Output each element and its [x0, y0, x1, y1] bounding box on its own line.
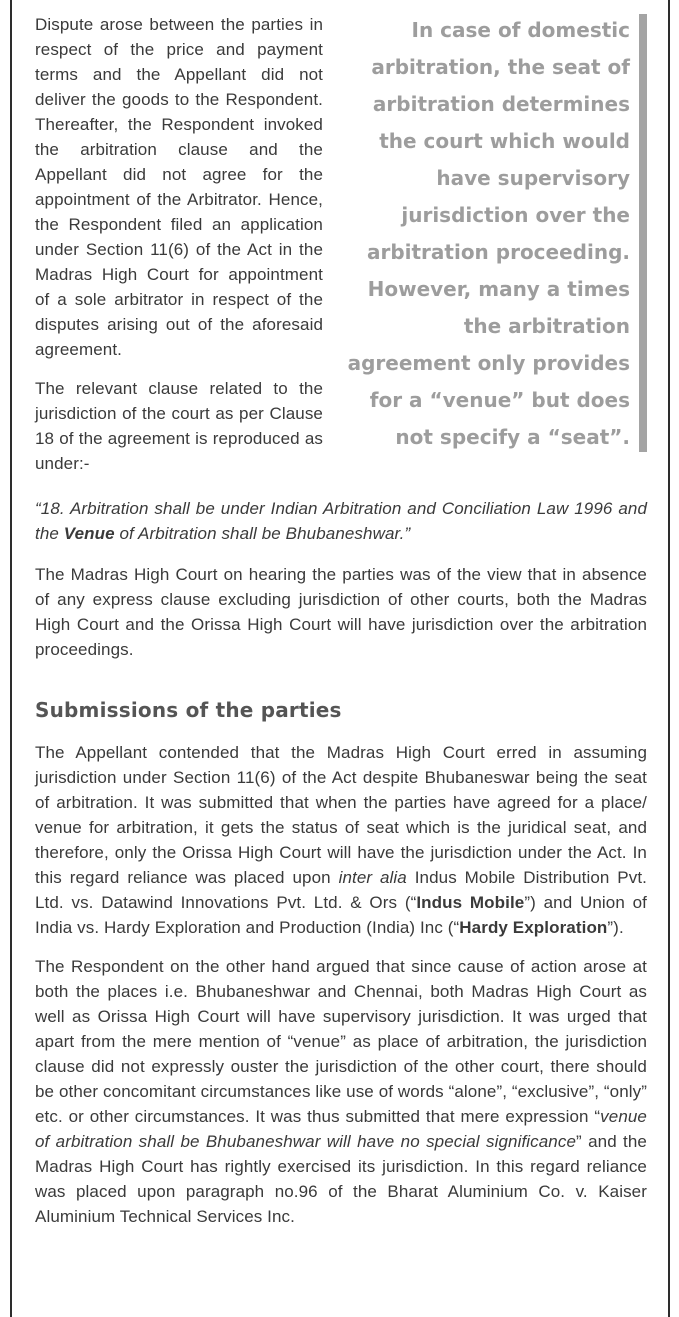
paragraph-dispute: Dispute arose between the parties in respect of the price and payment terms and the Appellant did not deliver the goods to the Respondent. Thereafter, the Respondent invoked the arbitration clause and the Appellant did not agree for the appointment of the Arbitrator. Hence, the Respondent filed an application under Section 11(6) of the Act in the Madras High Court for appointment of a sole arbitrator in respect of the disputes arising out of the aforesaid agreement. [35, 15, 323, 359]
clause-18-quote: “18. Arbitration shall be under Indian Arbitration and Conciliation Law 1996 and the Venue of Arbitration shall be Bhubaneshwar.” [35, 499, 647, 543]
paragraph-respondent-submission: The Respondent on the other hand argued that since cause of action arose at both the places i.e. Bhubaneshwar and Chennai, both Madras High Court as well as Orissa High Court will have supervisory jurisdiction. It was urged that apart from the mere mention of “venue” as place of arbitration, the jurisdiction clause did not expressly ouster the jurisdiction of the other court, there should be other concomitant circumstances like use of words “alone”, “exclusive”, “only” etc. or other circumstances. It was thus submitted that mere expression “venue of arbitration shall be Bhubaneshwar will have no special significance” and the Madras High Court has rightly exercised its jurisdiction. In this regard reliance was placed upon paragraph no.96 of the Bharat Aluminium Co. v. Kaiser Aluminium Technical Services Inc. [35, 957, 647, 1226]
paragraph-appellant-submission: The Appellant contended that the Madras High Court erred in assuming jurisdiction under Section 11(6) of the Act despite Bhubaneswar being the seat of arbitration. It was submitted that when the parties have agreed for a place/ venue for arbitration, it gets the status of seat which is the juridical seat, and therefore, only the Orissa High Court will have the jurisdiction under the Act. In this regard reliance was placed upon inter alia Indus Mobile Distribution Pvt. Ltd. vs. Datawind Innovations Pvt. Ltd. & Ors (“Indus Mobile”) and Union of India vs. Hardy Exploration and Production (India) Inc (“Hardy Exploration”). [35, 743, 647, 937]
paragraph-relevant-clause: The relevant clause related to the jurisdiction of the court as per Clause 18 of the agreement is reproduced as under:- [35, 379, 323, 473]
submissions-heading: Submissions of the parties [35, 698, 342, 722]
paragraph-madras-view: The Madras High Court on hearing the parties was of the view that in absence of any express clause excluding jurisdiction of other courts, both the Madras High Court and the Orissa High Court will have jurisdiction over the arbitration proceedings. [35, 565, 647, 659]
pull-quote-accent-bar [639, 14, 647, 452]
article-content [12, 0, 668, 1317]
pull-quote-text: In case of domestic arbitration, the seat of arbitration determines the court which would have supervisory jurisdiction over the arbitration proceeding. However, many a times the arbitration agreement only provides for a “venue” but does not specify a “seat”. [347, 18, 630, 449]
pull-quote [347, 12, 647, 456]
